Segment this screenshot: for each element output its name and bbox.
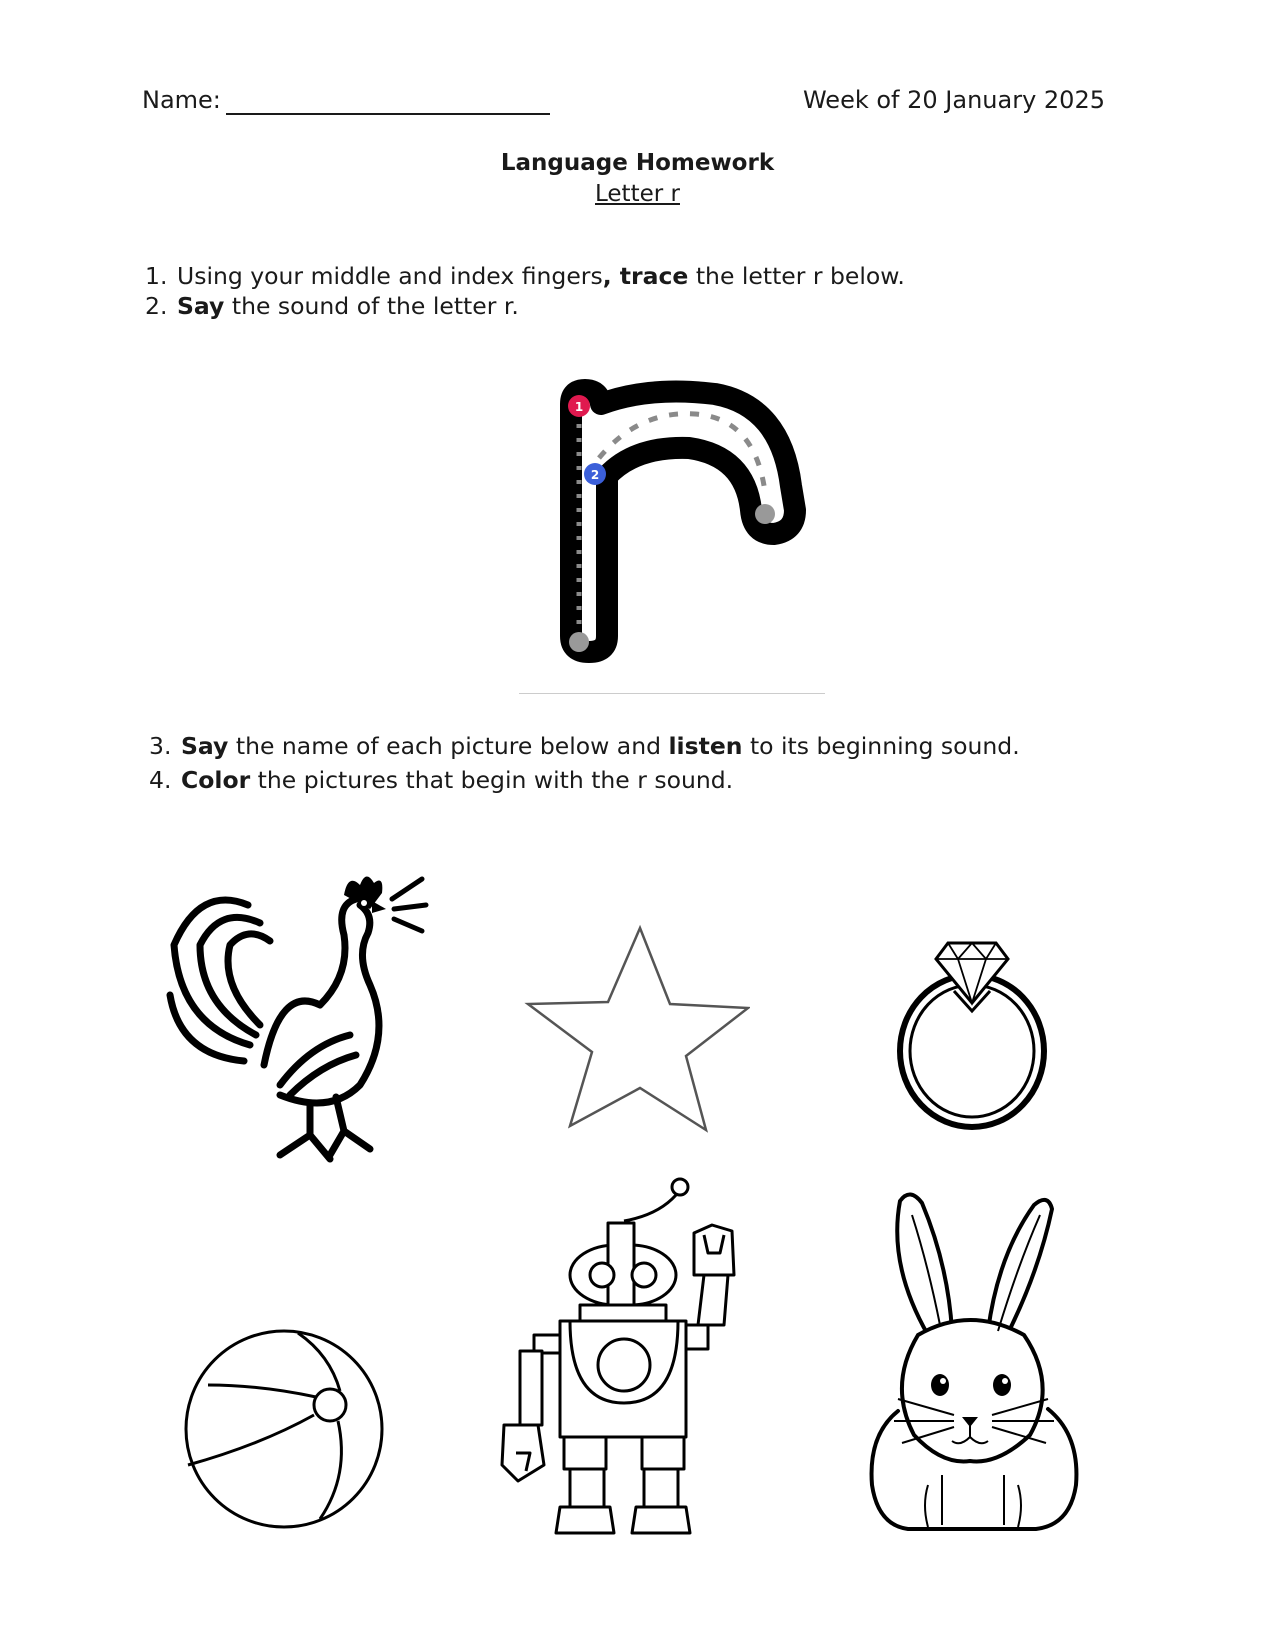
step-text: the name of each picture below and [228,732,669,760]
step-keyword: listen [668,732,743,760]
subtitle-text: Letter r [595,181,680,207]
ball-icon[interactable] [180,1325,390,1535]
ring-icon[interactable] [892,915,1062,1135]
instruction-1 [145,262,905,290]
rabbit-icon[interactable] [858,1185,1088,1540]
name-blank-line[interactable] [226,113,550,115]
page-title: Language Homework [500,150,775,176]
step-number: 1. [145,262,168,290]
page-subtitle [0,181,1275,207]
step-number: 4. [149,766,172,794]
step-keyword: Say [177,292,225,320]
marker-1-label: 1 [574,400,584,414]
step-number: 2. [145,292,168,320]
step-text: the sound of the letter r. [224,292,519,320]
step-number: 3. [149,732,172,760]
step-keyword: Say [181,732,229,760]
name-label: Name: [142,86,221,114]
step-text: Using your middle and index fingers [177,262,603,290]
robot-icon[interactable] [498,1175,748,1540]
letter-r-tracing-icon[interactable] [519,346,825,694]
instruction-4 [149,766,733,794]
instruction-2 [145,292,519,320]
step-text: to its beginning sound. [742,732,1020,760]
week-date: Week of 20 January 2025 [802,86,1105,114]
step-text: the pictures that begin with the r sound. [250,766,734,794]
star-icon[interactable] [520,918,750,1138]
step-text: the letter r below. [688,262,905,290]
instruction-3 [149,732,1020,760]
marker-2-label: 2 [590,468,600,482]
step-keyword: Color [181,766,251,794]
rooster-icon[interactable] [160,865,430,1165]
step-keyword: , trace [602,262,689,290]
